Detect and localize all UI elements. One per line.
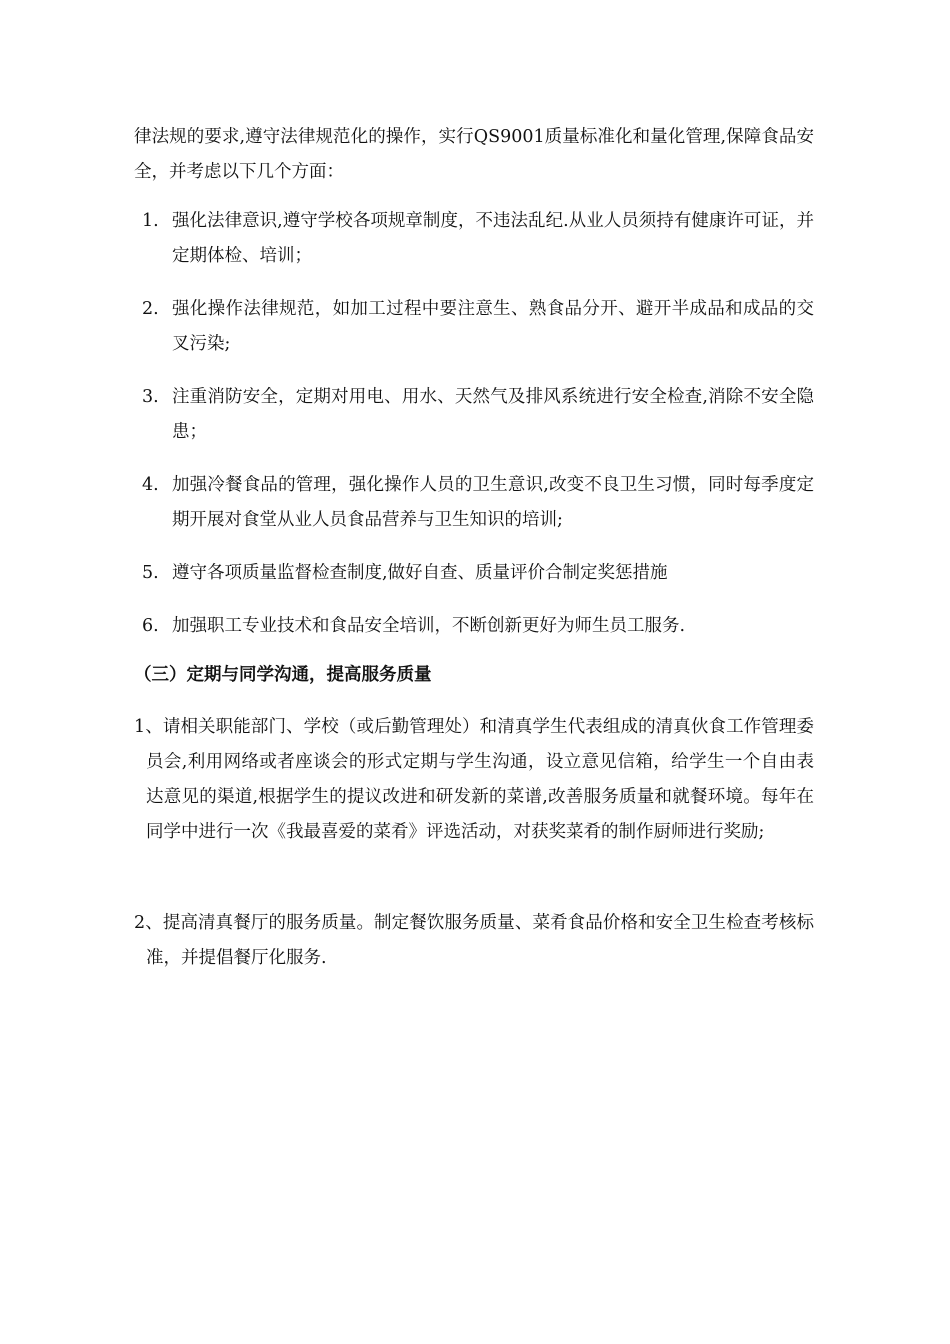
list-item [134, 380, 814, 450]
list-item-number: 5. [142, 563, 159, 583]
list-item-number: 2. [142, 299, 159, 319]
list-item-number: 4. [142, 475, 159, 495]
list-item [134, 556, 814, 591]
section-item-2: 2、提高清真餐厅的服务质量。制定餐饮服务质量、菜肴食品价格和安全卫生检查考核标准，并提倡餐厅化服务. [134, 913, 814, 968]
list-item-text: 加强冷餐食品的管理，强化操作人员的卫生意识,改变不良卫生习惯，同时每季度定期开展对食堂从业人员食品营养与卫生知识的培训; [172, 475, 814, 530]
intro-paragraph: 律法规的要求,遵守法律规范化的操作，实行QS9001质量标准化和量化管理,保障食品安全，并考虑以下几个方面： [134, 127, 814, 182]
list-item-number: 1. [142, 211, 159, 231]
list-item-text: 加强职工专业技术和食品安全培训，不断创新更好为师生员工服务. [172, 616, 686, 636]
list-item [134, 292, 814, 362]
list-item [134, 609, 814, 644]
measures-list [134, 204, 814, 662]
list-item-text: 强化操作法律规范，如加工过程中要注意生、熟食品分开、避开半成品和成品的交叉污染; [172, 299, 814, 354]
list-item-number: 6. [142, 616, 159, 636]
list-item-text: 注重消防安全，定期对用电、用水、天然气及排风系统进行安全检查,消除不安全隐患； [172, 387, 814, 442]
section-heading: （三）定期与同学沟通，提高服务质量 [134, 665, 432, 685]
list-item [134, 468, 814, 538]
section-item-1: 1、请相关职能部门、学校（或后勤管理处）和清真学生代表组成的清真伙食工作管理委员会,利用网络或者座谈会的形式定期与学生沟通，设立意见信箱，给学生一个自由表达意见的渠道,根据学生的提议改进和研发新的菜谱,改善服务质量和就餐环境。每年在同学中进行一次《我最喜爱的菜肴》评选活动，对获奖菜肴的制作厨师进行奖励; [134, 717, 814, 842]
list-item-text: 强化法律意识,遵守学校各项规章制度，不违法乱纪.从业人员须持有健康许可证，并定期体检、培训； [172, 211, 814, 266]
list-item-text: 遵守各项质量监督检查制度,做好自查、质量评价合制定奖惩措施 [172, 563, 668, 583]
list-item-number: 3. [142, 387, 159, 407]
list-item [134, 204, 814, 274]
